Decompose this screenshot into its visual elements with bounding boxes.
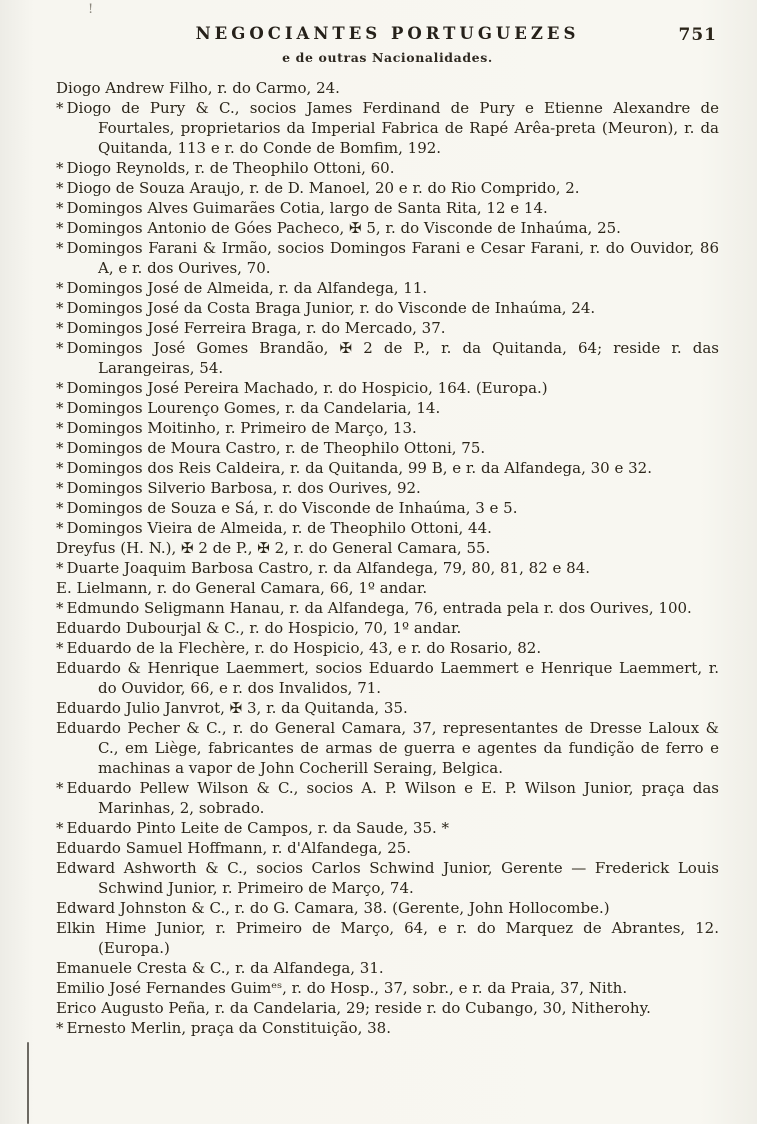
star-marker: * [56, 219, 64, 237]
directory-entry [56, 778, 719, 818]
star-marker: * [56, 159, 64, 177]
star-marker: * [56, 439, 64, 457]
page-title: NEGOCIANTES PORTUGUEZES [195, 24, 580, 43]
star-marker: * [56, 779, 64, 797]
directory-entry [56, 638, 719, 658]
directory-entry [56, 418, 719, 438]
star-marker: * [56, 479, 64, 497]
directory-entry [56, 458, 719, 478]
entry-text: Diogo Andrew Filho, r. do Carmo, 24. [56, 79, 340, 97]
directory-entry [56, 698, 719, 718]
entry-text: Diogo Reynolds, r. de Theophilo Ottoni, 60. [66, 159, 395, 177]
directory-entry [56, 98, 719, 158]
directory-entry [56, 1018, 719, 1038]
directory-entry [56, 298, 719, 318]
entry-text: Diogo de Souza Araujo, r. de D. Manoel, 20 e r. do Rio Comprido, 2. [66, 179, 580, 197]
entry-text: E. Lielmann, r. do General Camara, 66, 1º andar. [56, 579, 428, 597]
directory-entry [56, 538, 719, 558]
entry-text: Erico Augusto Peña, r. da Candelaria, 29; reside r. do Cubango, 30, Nitherohy. [56, 999, 651, 1017]
entry-text: Eduardo Pecher & C., r. do General Camara, 37, representantes de Dresse Laloux & C., em Liège, fabricantes de armas de guerra e agentes da fundição de ferro e machinas a vapor de John Cocherill Seraing, Belgica. [56, 719, 719, 777]
entry-text: Diogo de Pury & C., socios James Ferdinand de Pury e Etienne Alexandre de Fourtales, proprietarios da Imperial Fabrica de Rapé Arêa-preta (Meuron), r. da Quitanda, 113 e r. do Conde de Bomfim, 192. [66, 99, 719, 157]
directory-entry [56, 278, 719, 298]
header-row [56, 24, 719, 48]
star-marker: * [56, 379, 64, 397]
entry-text: Ernesto Merlin, praça da Constituição, 38. [66, 1019, 391, 1037]
entry-text: Domingos de Souza e Sá, r. do Visconde de Inhaúma, 3 e 5. [66, 499, 518, 517]
directory-entry [56, 898, 719, 918]
directory-entry [56, 838, 719, 858]
entry-text: Domingos José de Almeida, r. da Alfandega, 11. [66, 279, 428, 297]
entry-text: Eduardo & Henrique Laemmert, socios Eduardo Laemmert e Henrique Laemmert, r. do Ouvidor, 66, e r. dos Invalidos, 71. [56, 659, 719, 697]
directory-entry [56, 958, 719, 978]
scan-fold-line [27, 1042, 29, 1124]
entry-text: Edward Johnston & C., r. do G. Camara, 38. (Gerente, John Hollocombe.) [56, 899, 610, 917]
directory-entry [56, 178, 719, 198]
entry-text: Eduardo Samuel Hoffmann, r. d'Alfandega, 25. [56, 839, 412, 857]
directory-entry [56, 498, 719, 518]
entry-text: Emilio José Fernandes Guimᵉˢ, r. do Hosp., 37, sobr., e r. da Praia, 37, Nith. [56, 979, 628, 997]
star-marker: * [56, 599, 64, 617]
star-marker: * [56, 239, 64, 257]
entry-text: Duarte Joaquim Barbosa Castro, r. da Alfandega, 79, 80, 81, 82 e 84. [66, 559, 591, 577]
entry-text: Domingos Silverio Barbosa, r. dos Ourives, 92. [66, 479, 421, 497]
star-marker: * [56, 179, 64, 197]
entry-text: Domingos José Gomes Brandão, ✠ 2 de P., r. da Quitanda, 64; reside r. das Larangeiras, 54. [66, 339, 719, 377]
star-marker: * [56, 339, 64, 357]
entry-text: Eduardo Pinto Leite de Campos, r. da Saude, 35. * [66, 819, 450, 837]
directory-entry [56, 578, 719, 598]
page-subtitle: e de outras Nacionalidades. [282, 50, 493, 65]
page-header [56, 24, 719, 65]
directory-entry [56, 558, 719, 578]
entry-text: Emanuele Cresta & C., r. da Alfandega, 31. [56, 959, 384, 977]
page-number: 751 [678, 25, 717, 45]
entry-text: Domingos Vieira de Almeida, r. de Theophilo Ottoni, 44. [66, 519, 492, 537]
entry-text: Domingos Farani & Irmão, socios Domingos Farani e Cesar Farani, r. do Ouvidor, 86 A, e r. dos Ourives, 70. [66, 239, 719, 277]
directory-entry [56, 618, 719, 638]
scan-artifact-mark: ! [88, 2, 94, 17]
entry-text: Eduardo Julio Janvrot, ✠ 3, r. da Quitanda, 35. [56, 699, 408, 717]
directory-entry [56, 378, 719, 398]
entry-text: Domingos Alves Guimarães Cotia, largo de Santa Rita, 12 e 14. [66, 199, 548, 217]
star-marker: * [56, 419, 64, 437]
directory-entry [56, 478, 719, 498]
entry-text: Elkin Hime Junior, r. Primeiro de Março, 64, e r. do Marquez de Abrantes, 12. (Europa.) [56, 919, 719, 957]
directory-entry [56, 438, 719, 458]
entry-text: Edmundo Seligmann Hanau, r. da Alfandega, 76, entrada pela r. dos Ourives, 100. [66, 599, 692, 617]
entry-text: Eduardo de la Flechère, r. do Hospicio, 43, e r. do Rosario, 82. [66, 639, 542, 657]
star-marker: * [56, 1019, 64, 1037]
entry-text: Dreyfus (H. N.), ✠ 2 de P., ✠ 2, r. do General Camara, 55. [56, 539, 491, 557]
directory-entry [56, 198, 719, 218]
entry-text: Eduardo Dubourjal & C., r. do Hospicio, 70, 1º andar. [56, 619, 462, 637]
entry-text: Domingos José Pereira Machado, r. do Hospicio, 164. (Europa.) [66, 379, 548, 397]
directory-entry [56, 318, 719, 338]
directory-entry [56, 858, 719, 898]
directory-entry [56, 818, 719, 838]
star-marker: * [56, 199, 64, 217]
entry-text: Domingos Antonio de Góes Pacheco, ✠ 5, r. do Visconde de Inhaúma, 25. [66, 219, 621, 237]
star-marker: * [56, 819, 64, 837]
star-marker: * [56, 559, 64, 577]
directory-entry [56, 158, 719, 178]
directory-entry [56, 78, 719, 98]
directory-entry [56, 598, 719, 618]
directory-entry [56, 518, 719, 538]
directory-entry [56, 978, 719, 998]
entry-text: Eduardo Pellew Wilson & C., socios A. P. Wilson e E. P. Wilson Junior, praça das Marinhas, 2, sobrado. [66, 779, 719, 817]
directory-entry [56, 718, 719, 778]
directory-entry [56, 238, 719, 278]
entry-text: Domingos de Moura Castro, r. de Theophilo Ottoni, 75. [66, 439, 486, 457]
directory-entry [56, 918, 719, 958]
directory-entry [56, 218, 719, 238]
directory-entry [56, 998, 719, 1018]
directory-entries [56, 78, 719, 1038]
entry-text: Domingos Moitinho, r. Primeiro de Março, 13. [66, 419, 417, 437]
star-marker: * [56, 299, 64, 317]
star-marker: * [56, 279, 64, 297]
entry-text: Domingos José Ferreira Braga, r. do Mercado, 37. [66, 319, 446, 337]
entry-text: Domingos José da Costa Braga Junior, r. do Visconde de Inhaúma, 24. [66, 299, 596, 317]
star-marker: * [56, 319, 64, 337]
star-marker: * [56, 399, 64, 417]
directory-entry [56, 658, 719, 698]
star-marker: * [56, 459, 64, 477]
directory-entry [56, 338, 719, 378]
star-marker: * [56, 99, 64, 117]
star-marker: * [56, 639, 64, 657]
entry-text: Edward Ashworth & C., socios Carlos Schwind Junior, Gerente — Frederick Louis Schwind Junior, r. Primeiro de Março, 74. [56, 859, 719, 897]
directory-entry [56, 398, 719, 418]
star-marker: * [56, 519, 64, 537]
entry-text: Domingos Lourenço Gomes, r. da Candelaria, 14. [66, 399, 441, 417]
entry-text: Domingos dos Reis Caldeira, r. da Quitanda, 99 B, e r. da Alfandega, 30 e 32. [66, 459, 652, 477]
star-marker: * [56, 499, 64, 517]
